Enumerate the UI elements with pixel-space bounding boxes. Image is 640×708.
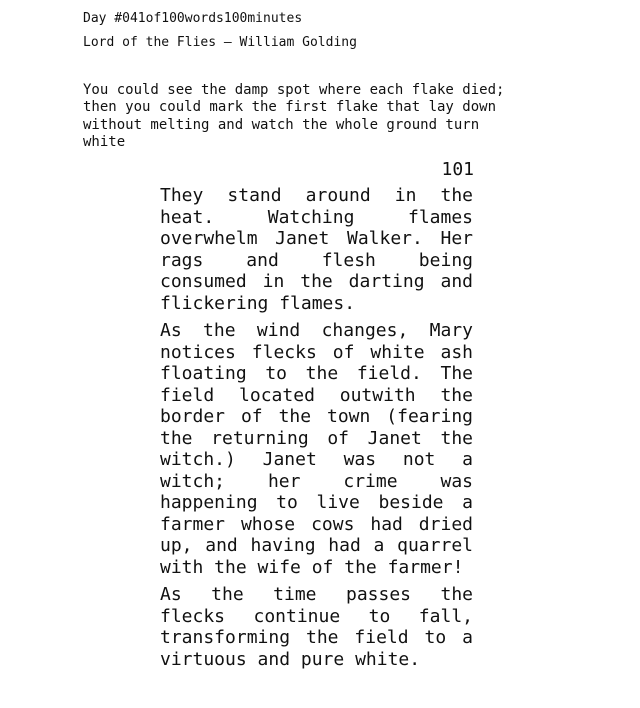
book-title: Lord of the Flies – William Golding	[83, 35, 357, 50]
day-title: Day #041of100words100minutes	[83, 11, 303, 26]
quote-line: then you could mark the first flake that lay down	[83, 99, 497, 116]
quote-line: You could see the damp spot where each flake died;	[83, 82, 505, 98]
story-paragraph: They stand around in the heat. Watching flames overwhelm Janet Walker. Her rags and flesh being consumed in the darting and flickering flames.	[160, 185, 473, 314]
story-paragraph: As the wind changes, Mary notices flecks of white ash floating to the field. The field located outwith the border of the town (fearing the returning of Janet the witch.) Janet was not a witch; her crime was happening to live beside a farmer whose cows had dried up, and having had a quarrel with the wife of the farmer!	[160, 320, 473, 578]
quote-block	[83, 82, 553, 151]
story-paragraph: As the time passes the flecks continue to fall, transforming the field to a virtuous and pure white.	[160, 584, 473, 670]
word-count: 101	[441, 159, 474, 180]
story-body	[160, 185, 473, 676]
quote-line: white	[83, 133, 126, 150]
quote-line: without melting and watch the whole ground turn	[83, 116, 480, 133]
